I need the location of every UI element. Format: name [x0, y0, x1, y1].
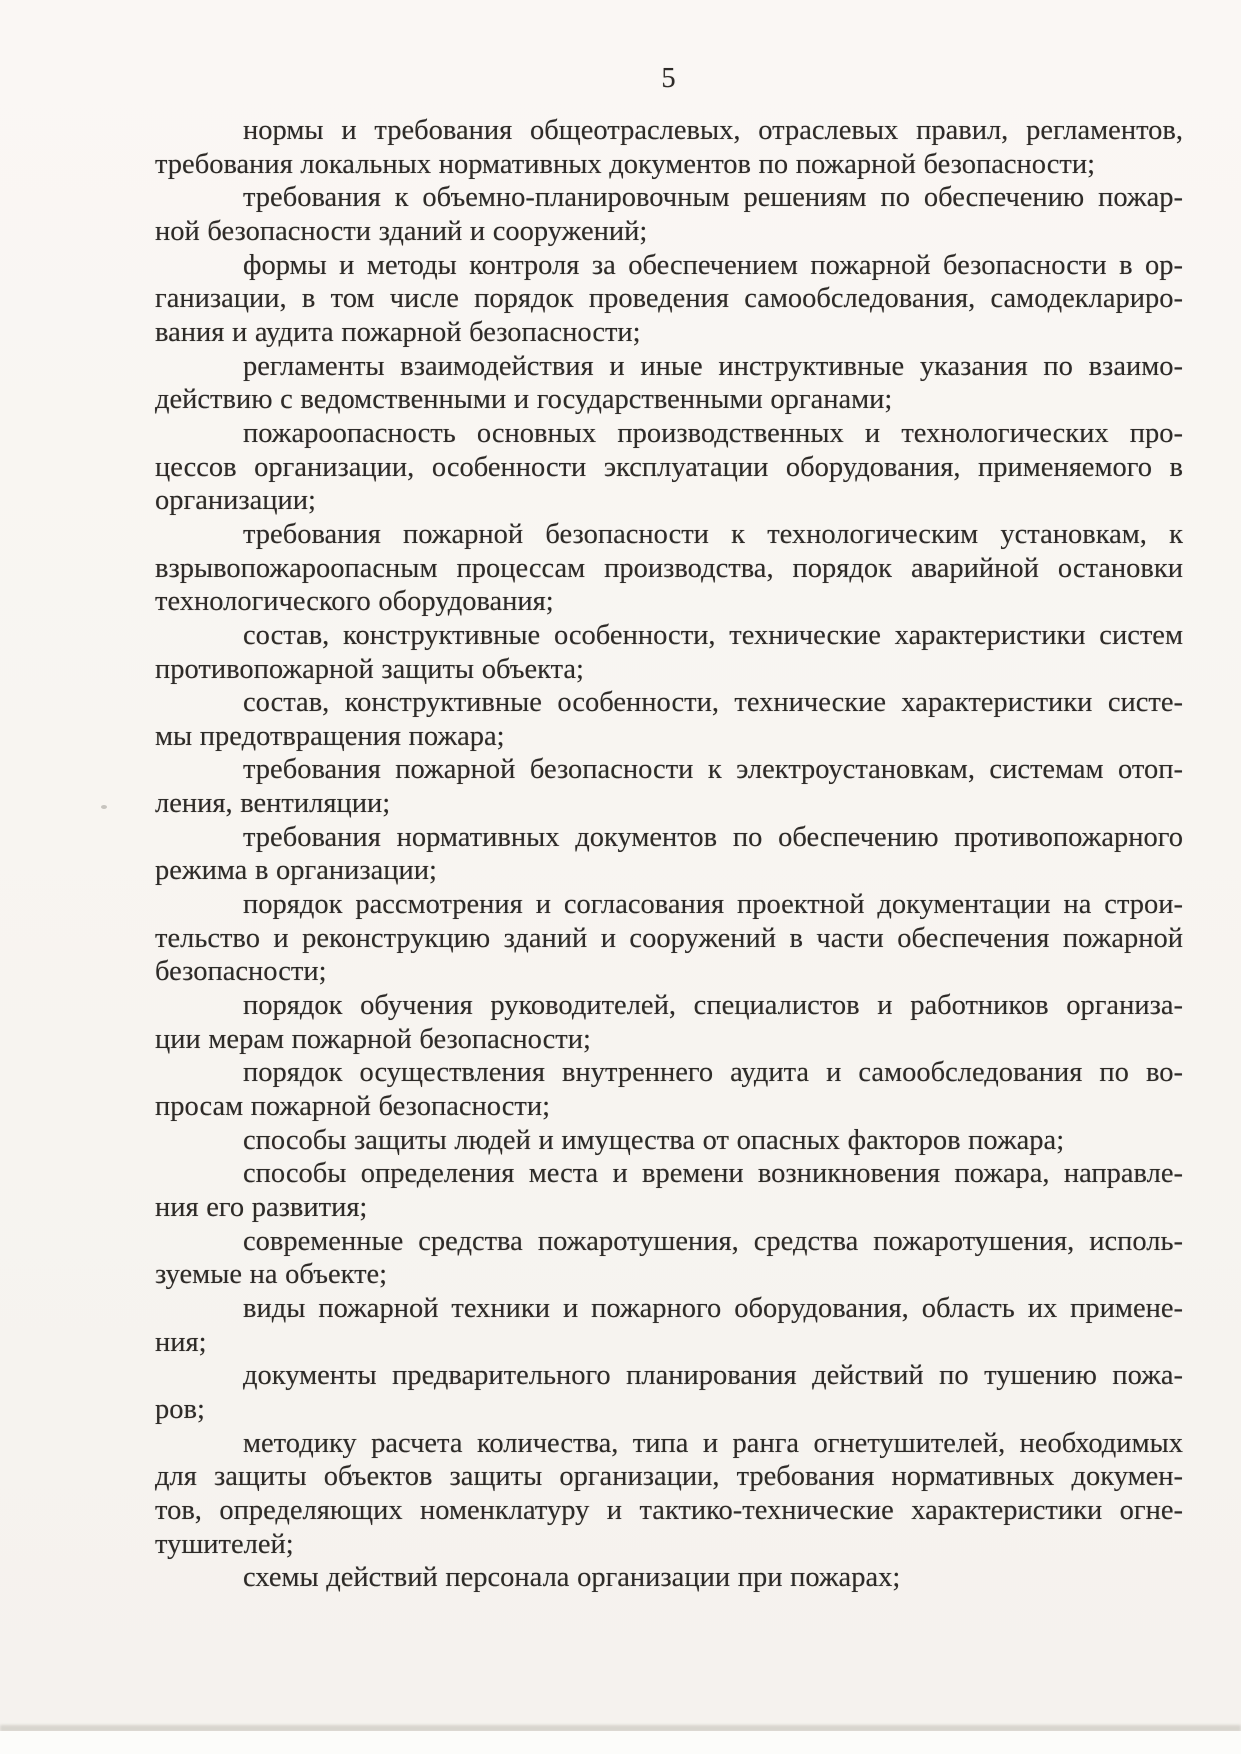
text-line: порядок обучения руководителей, специалистов и работников организа-	[243, 990, 1183, 1022]
paragraph	[155, 181, 1183, 248]
text-line: требования пожарной безопасности к электроустановкам, системам отоп-	[243, 754, 1183, 786]
document-body	[155, 114, 1183, 1595]
text-line: требования пожарной безопасности к технологическим установкам, к	[243, 518, 1183, 550]
text-line: режима в организации;	[155, 855, 437, 887]
paragraph	[155, 821, 1183, 888]
paragraph	[155, 1359, 1183, 1426]
paragraph	[155, 1292, 1183, 1359]
text-line: мы предотвращения пожара;	[155, 720, 505, 752]
text-line: методику расчета количества, типа и ранга огнетушителей, необходимых	[243, 1427, 1183, 1459]
text-line: действию с ведомственными и государственными органами;	[155, 384, 893, 416]
page-number: 5	[661, 63, 677, 94]
text-line: вания и аудита пожарной безопасности;	[155, 316, 641, 348]
text-line: состав, конструктивные особенности, технические характеристики систем	[243, 619, 1183, 651]
text-line: способы защиты людей и имущества от опасных факторов пожара;	[243, 1124, 1065, 1156]
text-line: ции мерам пожарной безопасности;	[155, 1023, 591, 1055]
paragraph	[155, 114, 1183, 181]
text-line: тушителей;	[155, 1528, 294, 1560]
text-line: формы и методы контроля за обеспечением пожарной безопасности в ор-	[243, 249, 1183, 281]
paragraph	[155, 753, 1183, 820]
paragraph	[155, 417, 1183, 518]
paragraph	[155, 619, 1183, 686]
paragraph	[155, 249, 1183, 350]
scan-speckle	[208, 224, 218, 227]
text-line: организации;	[155, 485, 316, 517]
text-line: тов, определяющих номенклатуру и тактико-технические характеристики огне-	[155, 1494, 1183, 1526]
paragraph	[155, 1427, 1183, 1562]
paragraph	[155, 1225, 1183, 1292]
text-line: документы предварительного планирования действий по тушению пожа-	[243, 1360, 1183, 1392]
text-line: требования локальных нормативных документов по пожарной безопасности;	[155, 148, 1096, 180]
text-line: порядок осуществления внутреннего аудита и самообследования по во-	[243, 1057, 1183, 1089]
text-line: безопасности;	[155, 956, 327, 988]
text-line: схемы действий персонала организации при пожарах;	[243, 1562, 901, 1594]
text-line: ния его развития;	[155, 1192, 368, 1223]
text-line: порядок рассмотрения и согласования проектной документации на строи-	[243, 889, 1183, 921]
text-line: цессов организации, особенности эксплуатации оборудования, применяемого в	[155, 451, 1183, 483]
text-line: способы определения места и времени возникновения пожара, направле-	[243, 1158, 1183, 1190]
paragraph	[155, 1056, 1183, 1123]
text-line: требования к объемно-планировочным решениям по обеспечению пожар-	[243, 182, 1183, 214]
scan-bottom-strip	[0, 1731, 1241, 1754]
scan-speckle	[101, 805, 107, 809]
paragraph	[155, 350, 1183, 417]
text-line: ров;	[155, 1393, 205, 1425]
text-line: ния;	[155, 1326, 207, 1358]
text-line: технологического оборудования;	[155, 586, 554, 618]
text-line: тельство и реконструкцию зданий и сооружений в части обеспечения пожарной	[155, 922, 1183, 954]
text-line: ной безопасности зданий и сооружений;	[155, 215, 648, 247]
paragraph	[155, 888, 1183, 989]
text-line: современные средства пожаротушения, средства пожаротушения, исполь-	[243, 1225, 1183, 1257]
paragraph	[155, 686, 1183, 753]
paragraph	[155, 1157, 1183, 1224]
text-line: для защиты объектов защиты организации, требования нормативных докумен-	[155, 1461, 1183, 1493]
text-line: виды пожарной техники и пожарного оборудования, область их примене-	[243, 1292, 1183, 1324]
text-line: пожароопасность основных производственных и технологических про-	[243, 417, 1183, 449]
text-line: противопожарной защиты объекта;	[155, 653, 584, 685]
text-line: просам пожарной безопасности;	[155, 1091, 551, 1123]
paragraph	[155, 989, 1183, 1056]
text-line: нормы и требования общеотраслевых, отраслевых правил, регламентов,	[243, 115, 1183, 146]
paragraph	[155, 1561, 1183, 1595]
text-line: состав, конструктивные особенности, технические характеристики систе-	[243, 687, 1183, 719]
text-line: ления, вентиляции;	[155, 788, 391, 820]
text-line: зуемые на объекте;	[155, 1259, 388, 1291]
paragraph	[155, 1124, 1183, 1158]
text-line: требования нормативных документов по обеспечению противопожарного	[243, 821, 1183, 853]
text-line: взрывопожароопасным процессам производства, порядок аварийной остановки	[155, 552, 1183, 584]
paragraph	[155, 518, 1183, 619]
text-line: ганизации, в том числе порядок проведения самообследования, самодеклариро-	[155, 283, 1183, 315]
text-line: регламенты взаимодействия и иные инструктивные указания по взаимо-	[243, 350, 1183, 382]
